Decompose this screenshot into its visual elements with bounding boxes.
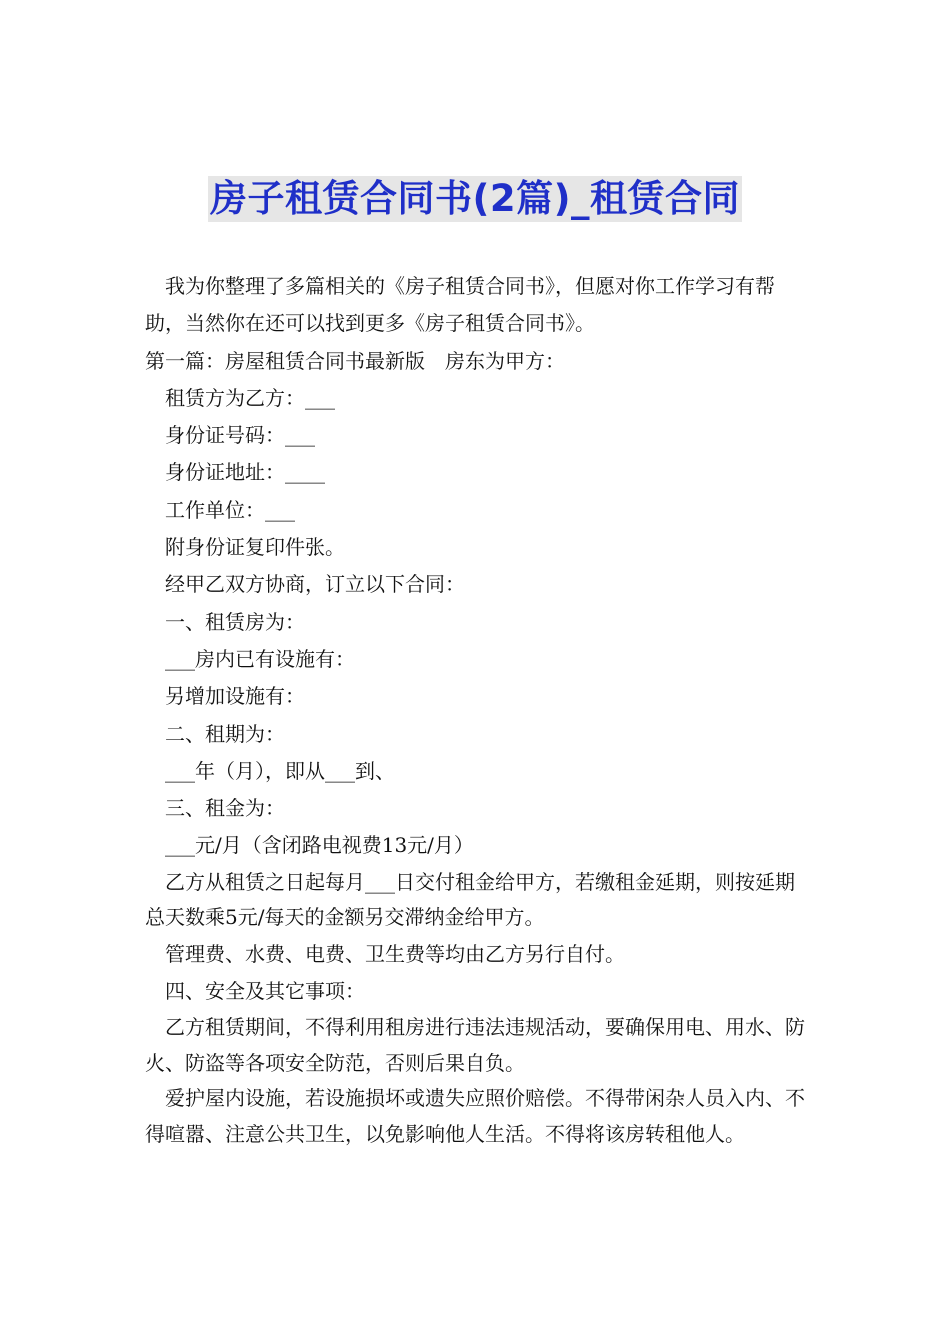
paragraph-clause-3: 三、租金为： [165, 796, 285, 821]
paragraph-existing-facilities: ___房内已有设施有： [165, 646, 355, 671]
paragraph-care: 爱护屋内设施，若设施损坏或遗失应照价赔偿。不得带闲杂人员入内、不得喧嚣、注意公共卫生，以免影响他人生活。不得将该房转租他人。 [145, 1086, 805, 1146]
paragraph-term: ___年（月），即从___到、 [165, 758, 395, 783]
paragraph-intro: 我为你整理了多篇相关的《房子租赁合同书》，但愿对你工作学习有帮助，当然你在还可以找到更多《房子租赁合同书》。 [145, 274, 775, 336]
paragraph-clause-4: 四、安全及其它事项： [165, 979, 365, 1004]
paragraph-tenant: 租赁方为乙方：___ [165, 385, 335, 410]
paragraph-payment: 乙方从租赁之日起每月___日交付租金给甲方，若缴租金延期，则按延期总天数乘5元/每天的金额另交滞纳金给甲方。 [145, 869, 795, 930]
title-container [0, 176, 950, 222]
paragraph-id-copy: 附身份证复印件张。 [165, 535, 345, 560]
paragraph-employer: 工作单位：___ [165, 497, 295, 522]
paragraph-id-address: 身份证地址：____ [165, 460, 325, 485]
paragraph-safety: 乙方租赁期间，不得利用租房进行违法违规活动，要确保用电、用水、防火、防盗等各项安全防范，否则后果自负。 [145, 1015, 805, 1075]
paragraph-id-number: 身份证号码：___ [165, 423, 315, 448]
paragraph-agreement: 经甲乙双方协商，订立以下合同： [165, 572, 465, 597]
document-title: 房子租赁合同书(2篇)_租赁合同 [209, 177, 741, 220]
paragraph-fees: 管理费、水费、电费、卫生费等均由乙方另行自付。 [165, 941, 625, 966]
paragraph-section-heading: 第一篇：房屋租赁合同书最新版 房东为甲方： [145, 348, 565, 373]
paragraph-clause-2: 二、租期为： [165, 721, 285, 746]
paragraph-added-facilities: 另增加设施有： [165, 684, 305, 709]
document-body [145, 268, 810, 1152]
paragraph-clause-1: 一、租赁房为： [165, 609, 305, 634]
paragraph-rent-amount: ___元/月（含闭路电视费13元/月） [165, 833, 474, 858]
